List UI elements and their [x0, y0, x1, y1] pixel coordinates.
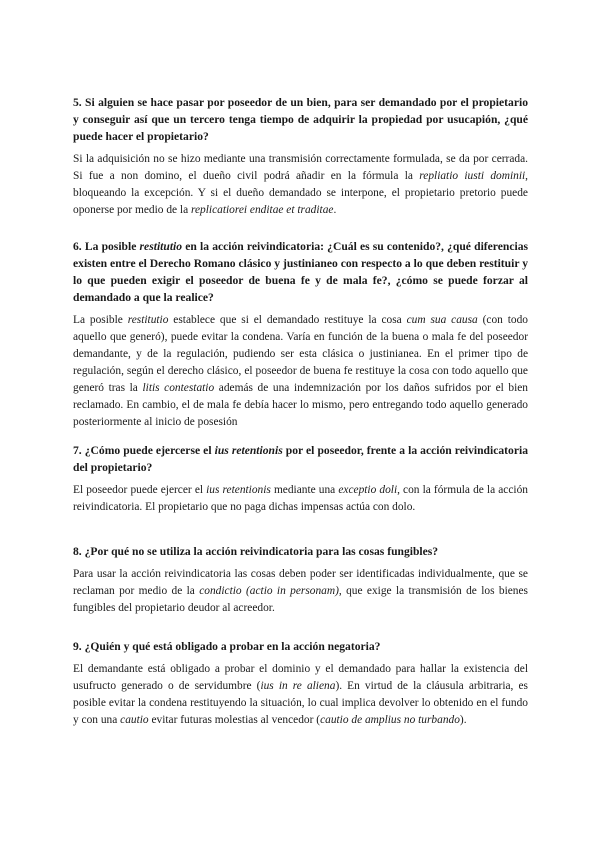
question-italic-term: ius retentionis: [214, 444, 283, 457]
question-block-6: [73, 238, 528, 431]
answer-italic-term: exceptio doli: [338, 484, 398, 496]
answer-text: El poseedor puede ejercer el: [73, 484, 207, 496]
answer-italic-term: cautio de amplius no turbando: [320, 714, 460, 726]
answer-text: La posible: [73, 314, 128, 326]
answer-italic-term: condictio (actio in personam): [199, 585, 339, 597]
answer-italic-term: ius in re aliena: [260, 680, 336, 692]
answer-text: ).: [459, 714, 467, 726]
question-block-5: [73, 94, 528, 219]
answer-paragraph: [73, 566, 528, 617]
answer-text: ). En virtud de la cláusula arbitraria, es posible evitar la condena restituyendo la situación, lo cual implica devolver lo obtenido en el fundo y con una: [73, 680, 528, 726]
question-block-9: [73, 638, 528, 729]
question-heading: [73, 94, 528, 145]
answer-italic-term: restitutio: [127, 314, 169, 326]
answer-paragraph: [73, 661, 528, 729]
answer-text: , que exige la transmisión de los bienes fungibles del propietario deudor al acreedor.: [73, 585, 528, 614]
question-heading: [73, 238, 528, 306]
question-text: en la acción reivindicatoria: ¿Cuál es su contenido?, ¿qué diferencias existen entre el Derecho Romano clásico y justinianeo con respecto a lo que deben restituir y lo que pueden exigir el poseedor de buena fe y de mala fe?, ¿cómo se puede forzar al demandado a que la realice?: [73, 240, 528, 304]
question-italic-term: restitutio: [139, 240, 183, 253]
answer-text: mediante una: [270, 484, 339, 496]
answer-italic-term: replicatiorei enditae et traditae: [190, 204, 334, 216]
answer-text: además de una indemnización por los daños sufridos por el bien reclamado. En cambio, el de mala fe debía hacer lo mismo, pero entregando todo aquello generado posteriormente al inicio de posesión: [73, 382, 529, 428]
answer-italic-term: litis contestatio: [142, 382, 215, 394]
answer-text: Para usar la acción reivindicatoria las cosas deben poder ser identificadas individualmente, que se reclaman por medio de la: [73, 568, 528, 597]
answer-paragraph: [73, 312, 528, 431]
question-text: 7. ¿Cómo puede ejercerse el: [73, 444, 215, 457]
question-text: por el poseedor, frente a la acción reivindicatoria del propietario?: [73, 444, 528, 474]
question-block-7: [73, 442, 528, 516]
answer-text: El demandante está obligado a probar el dominio y el demandado para hallar la existencia del usufructo generado o de servidumbre (: [73, 663, 528, 692]
answer-italic-term: ius retentionis: [206, 484, 271, 496]
answer-italic-term: repliatio iusti dominii: [419, 170, 526, 182]
question-heading: [73, 543, 528, 560]
answer-text: establece que si el demandado restituye la cosa: [168, 314, 407, 326]
question-heading: [73, 442, 528, 476]
question-text: 6. La posible: [73, 240, 140, 253]
answer-text: Si la adquisición no se hizo mediante una transmisión correctamente formulada, se da por cerrada. Si fue a non domino, el dueño civil podrá añadir en la fórmula la: [73, 153, 528, 182]
question-text: 9. ¿Quién y qué está obligado a probar en la acción negatoria?: [73, 640, 381, 653]
question-block-8: [73, 543, 528, 617]
answer-text: .: [333, 204, 337, 216]
question-text: 5. Si alguien se hace pasar por poseedor de un bien, para ser demandado por el propietario y conseguir así que un tercero tenga tiempo de adquirir la propiedad por usucapión, ¿qué puede hacer el propietario?: [73, 96, 528, 143]
answer-paragraph: [73, 151, 528, 219]
question-heading: [73, 638, 528, 655]
answer-italic-term: cautio: [120, 714, 149, 726]
answer-paragraph: [73, 482, 528, 516]
answer-italic-term: cum sua causa: [406, 314, 478, 326]
answer-text: (con todo aquello que generó), puede evitar la condena. Varía en función de la buena o mala fe del poseedor demandante, y de la regulación, pudiendo ser esta clásica o justinianea. En el primer tipo de regulación, según el derecho clásico, el poseedor de buena fe restituye la cosa con todo aquello que generó tras la: [73, 314, 528, 394]
question-text: 8. ¿Por qué no se utiliza la acción reivindicatoria para las cosas fungibles?: [73, 545, 439, 558]
answer-text: evitar futuras molestias al vencedor (: [148, 714, 321, 726]
answer-text: , bloqueando la excepción. Y si el dueño demandado se interpone, el propietario pretorio puede oponerse por medio de la: [73, 170, 529, 216]
answer-text: , con la fórmula de la acción reivindicatoria. El propietario que no paga dichas impensas actúa con dolo.: [73, 484, 528, 513]
